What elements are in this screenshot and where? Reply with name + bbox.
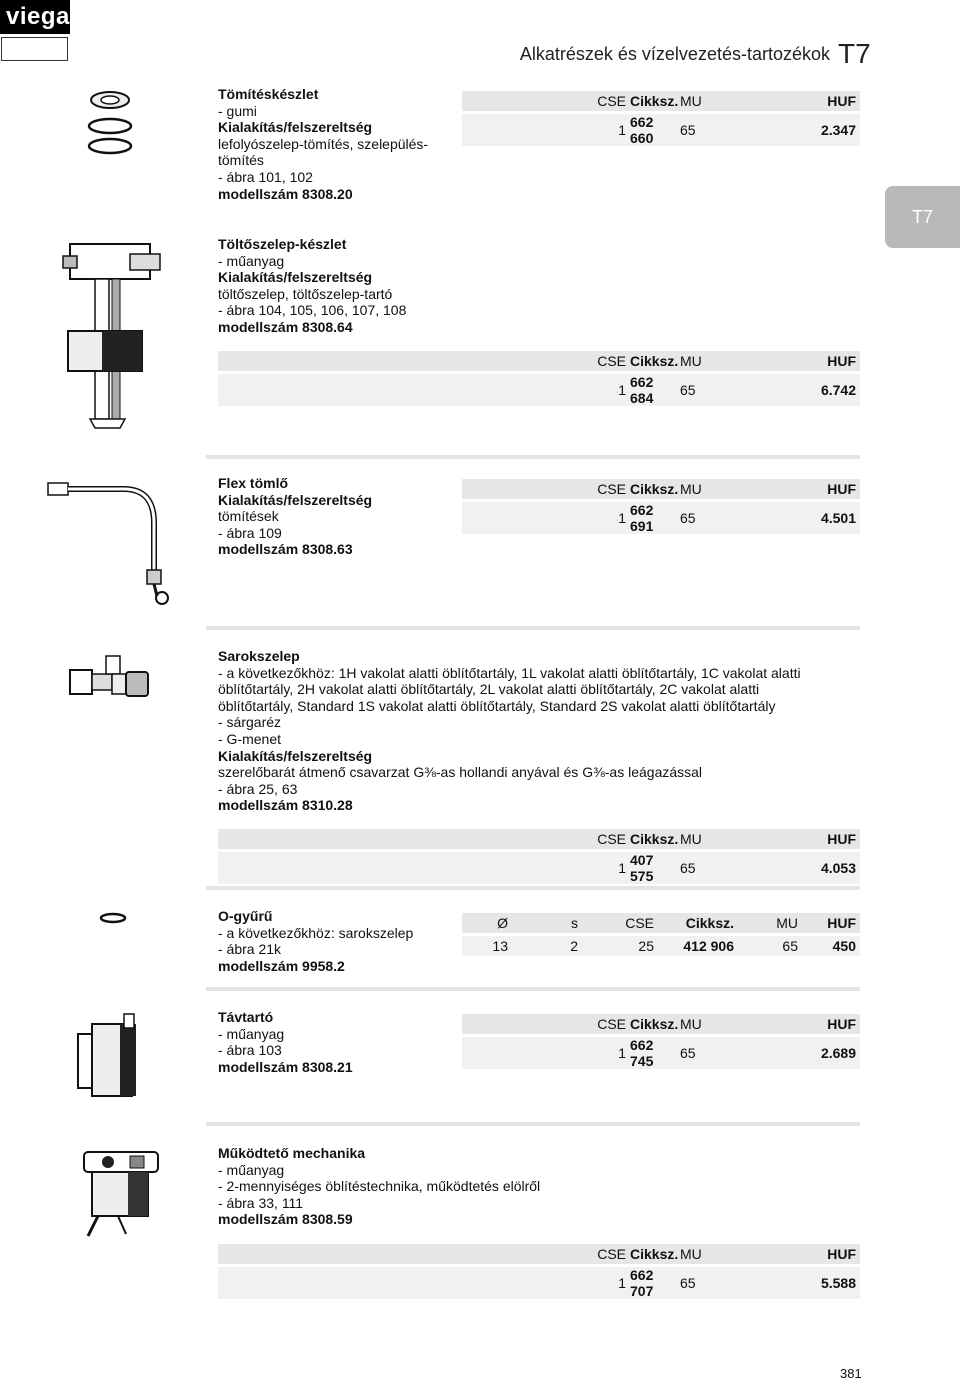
- table-cell: 1: [502, 852, 630, 884]
- table-cell: 4.501: [807, 502, 860, 534]
- table-row: [218, 1267, 860, 1299]
- flex-hose-illustration: [44, 478, 174, 608]
- product-detail: lefolyószelep-tömítés, szelepülés-: [218, 135, 429, 152]
- col-header: Cikksz.: [630, 93, 679, 109]
- table-cell: 4.053: [807, 852, 860, 884]
- col-header: MU: [680, 479, 756, 499]
- col-header: CSE: [502, 829, 630, 849]
- price-table: [218, 351, 860, 406]
- model-number: modellszám 8308.63: [218, 541, 353, 558]
- logo-frame: [1, 37, 68, 61]
- table-cell: 25: [582, 936, 658, 956]
- page-number: 381: [840, 1366, 862, 1381]
- col-header: Cikksz.: [630, 1246, 679, 1262]
- col-header: HUF: [807, 1014, 860, 1034]
- table-cell: 662 691: [630, 502, 680, 534]
- col-header: CSE: [502, 91, 630, 111]
- product-name: Távtartó: [218, 1009, 274, 1025]
- col-header: Cikksz.: [630, 831, 679, 847]
- chapter-number: T7: [838, 38, 871, 69]
- price-table: [218, 1244, 860, 1299]
- table-cell: 65: [680, 852, 756, 884]
- product-detail: - ábra 104, 105, 106, 107, 108: [218, 302, 407, 319]
- price-table: [462, 1014, 860, 1069]
- col-header: Cikksz.: [658, 913, 738, 933]
- product-description: [218, 1145, 540, 1228]
- product-detail: - a következőkhöz: sarokszelep: [218, 924, 414, 941]
- product-name: Sarokszelep: [218, 648, 300, 664]
- table-cell: 6.742: [807, 374, 860, 406]
- product-detail: - gumi: [218, 102, 257, 119]
- product-detail: - a következőkhöz: 1H vakolat alatti öblítőtartály, 1L vakolat alatti öblítőtartály, 1C vakolat alatti öblítőtartály, 2H vakolat alatti öblítőtartály, 2L vakolat alatti öblítőtartály, 2C vakolat alatti öblítőtartály, Standard 1S vakolat alatti öblítőtartály, Standard 2S vakolat alatti öblítőtartály: [218, 664, 801, 714]
- col-header: MU: [680, 1244, 756, 1264]
- col-header: MU: [680, 351, 756, 371]
- table-cell: 13: [462, 936, 512, 956]
- section-divider: [206, 626, 860, 630]
- product-name: Flex tömlő: [218, 475, 289, 491]
- col-header: Cikksz.: [630, 481, 679, 497]
- product-description: [218, 475, 372, 558]
- table-cell: 65: [680, 1267, 756, 1299]
- col-header: CSE: [502, 1244, 630, 1264]
- table-row: [462, 1037, 860, 1069]
- price-table: [462, 91, 860, 146]
- table-cell: 407 575: [630, 852, 680, 884]
- table-cell: 1: [502, 502, 630, 534]
- product-detail: - ábra 109: [218, 524, 282, 541]
- col-header: HUF: [807, 829, 860, 849]
- col-header: HUF: [802, 913, 860, 933]
- angle-valve-illustration: [68, 652, 154, 704]
- table-row: [462, 502, 860, 534]
- table-cell: 2.689: [807, 1037, 860, 1069]
- section-divider: [206, 987, 860, 991]
- table-cell: 662 745: [630, 1037, 680, 1069]
- table-cell: 1: [502, 374, 630, 406]
- col-header: Cikksz.: [630, 353, 679, 369]
- product-description: [218, 1009, 353, 1075]
- product-section-title: Kialakítás/felszereltség: [218, 747, 373, 764]
- product-description: [218, 236, 406, 336]
- col-header: HUF: [807, 91, 860, 111]
- col-header: Cikksz.: [630, 1016, 679, 1032]
- table-cell: 1: [502, 1267, 630, 1299]
- model-number: modellszám 8310.28: [218, 797, 353, 814]
- section-divider: [206, 455, 860, 459]
- product-name: Működtető mechanika: [218, 1145, 366, 1161]
- product-section-title: Kialakítás/felszereltség: [218, 491, 373, 508]
- model-number: modellszám 9958.2: [218, 957, 345, 974]
- product-detail: - 2-mennyiséges öblítéstechnika, működtetés elölről: [218, 1178, 541, 1195]
- col-header: HUF: [807, 1244, 860, 1264]
- table-cell: 412 906: [658, 936, 738, 956]
- col-header: CSE: [502, 479, 630, 499]
- product-detail: töltőszelep, töltőszelep-tartó: [218, 285, 393, 302]
- product-description: [218, 648, 838, 814]
- price-table: [462, 479, 860, 534]
- table-row: [462, 114, 860, 146]
- col-header: HUF: [807, 479, 860, 499]
- table-cell: 65: [738, 936, 802, 956]
- col-header: MU: [738, 913, 802, 933]
- product-section-title: Kialakítás/felszereltség: [218, 119, 373, 136]
- product-detail: tömítés: [218, 152, 264, 169]
- model-number: modellszám 8308.59: [218, 1211, 353, 1228]
- col-header: CSE: [502, 1014, 630, 1034]
- table-cell: 662 707: [630, 1267, 680, 1299]
- product-detail: - műanyag: [218, 1161, 285, 1178]
- table-cell: 1: [502, 1037, 630, 1069]
- col-header: MU: [680, 91, 756, 111]
- fill-valve-illustration: [60, 236, 165, 432]
- product-description: [218, 908, 413, 974]
- table-cell: 662 660: [630, 114, 680, 146]
- table-cell: 65: [680, 374, 756, 406]
- actuating-mechanism-illustration: [78, 1148, 164, 1244]
- page-header-title: Alkatrészek és vízelvezetés-tartozékok: [519, 44, 830, 64]
- table-row: [218, 852, 860, 884]
- product-description: [218, 86, 428, 202]
- viega-logo: viega: [0, 0, 70, 34]
- col-header: Ø: [462, 913, 512, 933]
- price-table: [462, 913, 860, 956]
- model-number: modellszám 8308.64: [218, 318, 353, 335]
- col-header: MU: [680, 1014, 756, 1034]
- product-detail: - ábra 101, 102: [218, 168, 313, 185]
- product-name: Töltőszelep-készlet: [218, 236, 347, 252]
- table-row: [218, 374, 860, 406]
- product-name: Tömítéskészlet: [218, 86, 319, 102]
- seal-set-illustration: [85, 88, 135, 160]
- table-cell: 65: [680, 502, 756, 534]
- col-header: MU: [680, 829, 756, 849]
- product-detail: tömítések: [218, 508, 279, 525]
- table-cell: 2.347: [807, 114, 860, 146]
- table-cell: 65: [680, 1037, 756, 1069]
- product-detail: szerelőbarát átmenő csavarzat G⅜-as hollandi anyával és G⅜-as leágazással: [218, 764, 703, 781]
- model-number: modellszám 8308.20: [218, 185, 353, 202]
- chapter-side-tab[interactable]: T7: [885, 186, 960, 248]
- price-table: [218, 829, 860, 884]
- table-cell: 65: [680, 114, 756, 146]
- col-header: HUF: [807, 351, 860, 371]
- table-cell: 1: [502, 114, 630, 146]
- table-cell: 5.588: [807, 1267, 860, 1299]
- section-divider: [206, 886, 860, 890]
- product-detail: - ábra 21k: [218, 941, 282, 958]
- table-cell: 662 684: [630, 374, 680, 406]
- table-cell: 2: [512, 936, 582, 956]
- product-detail: - műanyag: [218, 1025, 285, 1042]
- product-detail: - sárgaréz: [218, 714, 282, 731]
- col-header: s: [512, 913, 582, 933]
- col-header: CSE: [502, 351, 630, 371]
- table-cell: 450: [802, 936, 860, 956]
- product-detail: - G-menet: [218, 730, 282, 747]
- product-detail: - ábra 33, 111: [218, 1194, 304, 1211]
- product-name: O-gyűrű: [218, 908, 273, 924]
- section-divider: [206, 1122, 860, 1126]
- o-ring-illustration: [98, 910, 128, 926]
- product-section-title: Kialakítás/felszereltség: [218, 269, 373, 286]
- product-detail: - ábra 25, 63: [218, 780, 298, 797]
- spacer-illustration: [72, 1012, 150, 1104]
- col-header: CSE: [582, 913, 658, 933]
- model-number: modellszám 8308.21: [218, 1058, 353, 1075]
- product-detail: - ábra 103: [218, 1042, 282, 1059]
- product-detail: - műanyag: [218, 252, 285, 269]
- table-row: [462, 936, 860, 956]
